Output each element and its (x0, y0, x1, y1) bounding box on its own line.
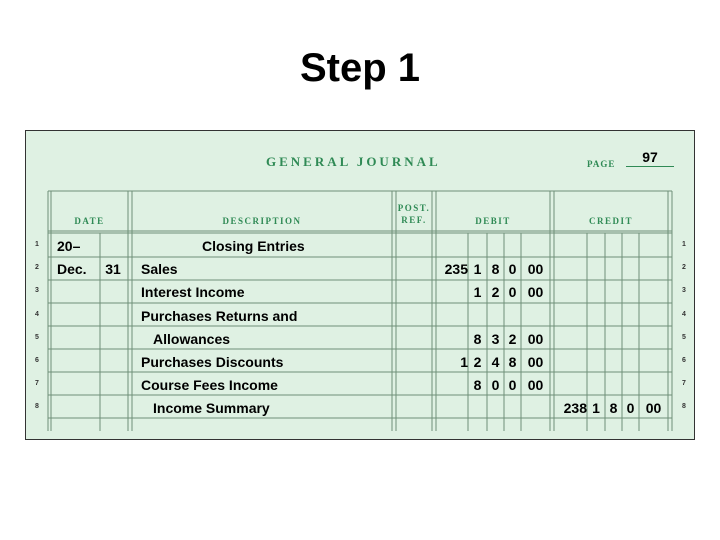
row-number-right: 1 (682, 241, 686, 248)
debit-digit: 1 (460, 354, 468, 370)
row-number-left: 8 (35, 403, 39, 411)
credit-header: CREDIT (588, 216, 633, 226)
credit-digit: 8 (609, 400, 618, 417)
general-journal (25, 130, 695, 440)
row-number-right: 3 (682, 287, 686, 295)
debit-digit: 4 (491, 354, 500, 370)
row-number-right: 8 (682, 403, 686, 411)
description-header: DESCRIPTION (222, 216, 302, 226)
row-number-left: 2 (35, 264, 39, 272)
description-text: Allowances (153, 330, 231, 347)
debit-digit: 1 (473, 261, 482, 278)
debit-digit: 8 (473, 377, 482, 394)
debit-digit: 2 (491, 284, 500, 301)
description-text: Purchases Discounts (141, 354, 284, 370)
description-text: Interest Income (141, 284, 245, 301)
row-number-right: 7 (682, 380, 686, 388)
debit-digit: 3 (491, 330, 500, 347)
row-number-right: 4 (682, 310, 686, 318)
debit-header: DEBIT (475, 216, 511, 226)
credit-digit: 00 (645, 400, 662, 417)
debit-digit: 00 (527, 330, 544, 347)
row-number-right: 6 (682, 357, 686, 364)
date-header: DATE (74, 216, 105, 226)
description-text: Sales (141, 261, 178, 278)
row-number-right: 5 (682, 333, 686, 341)
slide-title: Step 1 (299, 46, 421, 90)
credit-digit: 238 (563, 400, 587, 417)
debit-digit: 00 (527, 377, 544, 394)
description-text: Course Fees Income (141, 377, 278, 394)
credit-digit: 1 (592, 400, 600, 417)
page-label: PAGE (587, 159, 616, 169)
debit-digit: 1 (473, 284, 482, 301)
debit-digit: 8 (508, 354, 517, 370)
description-text: Purchases Returns and (141, 307, 298, 324)
date-month: 20– (57, 238, 81, 254)
post-ref-header-line1: POST. (397, 203, 431, 213)
post-ref-header-line2: REF. (401, 215, 427, 225)
debit-digit: 2 (473, 354, 482, 370)
debit-digit: 235 (444, 261, 468, 278)
row-number-left: 4 (35, 310, 39, 318)
row-number-left: 5 (35, 333, 39, 341)
debit-digit: 0 (491, 377, 500, 394)
description-text: Income Summary (153, 400, 270, 417)
debit-digit: 0 (508, 284, 517, 301)
debit-digit: 0 (508, 377, 517, 394)
debit-digit: 00 (527, 284, 544, 301)
debit-digit: 8 (491, 261, 500, 278)
date-day: 31 (105, 261, 121, 278)
date-month: Dec. (57, 261, 87, 278)
journal-title: GENERAL JOURNAL (266, 154, 441, 169)
journal-ruling (26, 131, 696, 441)
debit-digit: 8 (473, 330, 482, 347)
credit-digit: 0 (626, 400, 635, 417)
row-number-left: 3 (35, 287, 39, 295)
description-text: Closing Entries (202, 238, 305, 254)
row-number-left: 6 (35, 357, 39, 364)
debit-digit: 00 (527, 354, 544, 370)
debit-digit: 0 (508, 261, 517, 278)
debit-digit: 00 (527, 261, 544, 278)
debit-digit: 2 (508, 330, 517, 347)
page-number: 97 (626, 149, 674, 167)
row-number-right: 2 (682, 264, 686, 272)
row-number-left: 1 (35, 241, 39, 248)
row-number-left: 7 (35, 380, 39, 388)
